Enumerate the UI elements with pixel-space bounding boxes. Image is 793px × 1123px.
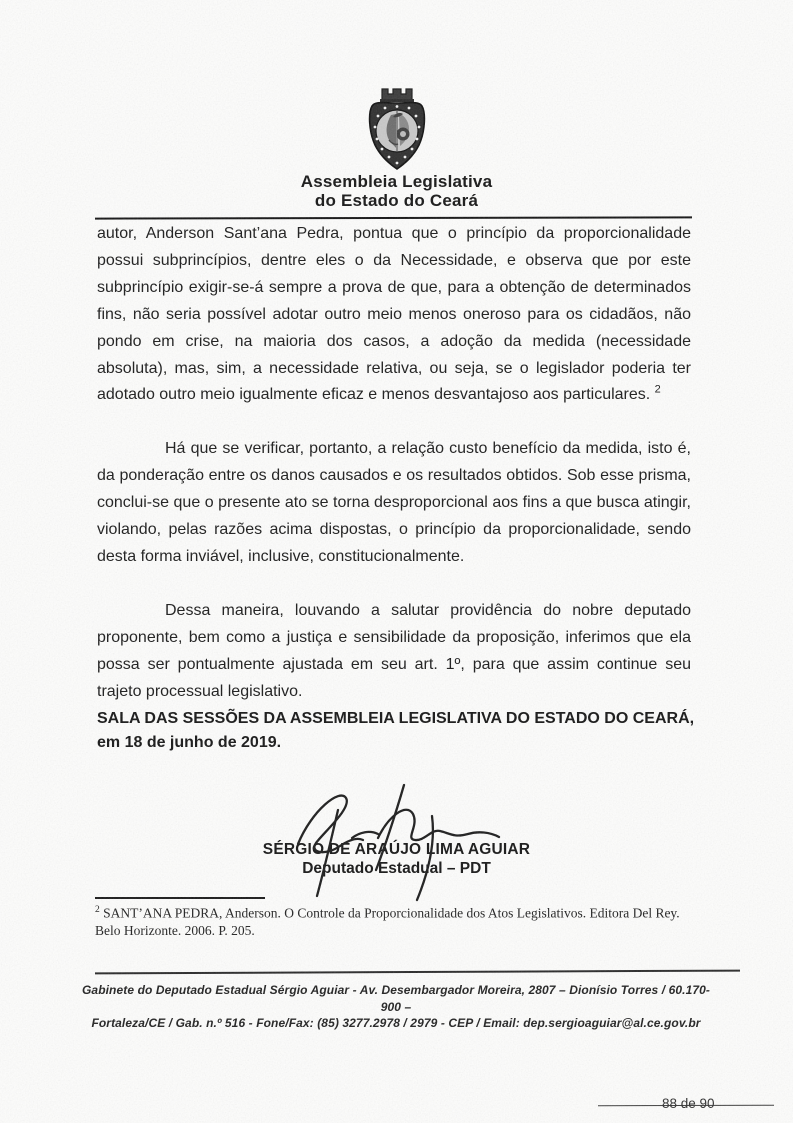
footnote-reference-mark: 2 xyxy=(654,384,661,397)
body-paragraph-3: Dessa maneira, louvando a salutar providência do nobre deputado proponente, bem como a justiça e sensibilidade da proposição, inferimos que ela possa ser pontualmente ajustada em seu art. 1º, para que assim continue seu trajeto processual legislativo. xyxy=(97,601,691,700)
ceara-coat-of-arms-icon xyxy=(351,84,443,174)
footnote xyxy=(95,902,695,940)
document-body xyxy=(97,221,691,706)
handwritten-signature xyxy=(282,782,522,904)
footnote-number: 2 xyxy=(95,905,100,915)
page-number: 88 de 90 xyxy=(662,1096,715,1111)
footnote-text: SANT’ANA PEDRA, Anderson. O Controle da Proporcionalidade dos Atos Legislativos. Editora Del Rey. Belo Horizonte. 2006. P. 205. xyxy=(95,905,680,938)
header-rule xyxy=(95,216,692,219)
footnote-separator-rule xyxy=(95,897,265,899)
org-name-line1: Assembleia Legislativa xyxy=(300,172,493,191)
signatory-title: Deputado Estadual – PDT xyxy=(302,860,491,877)
signatory-name: SÉRGIO DE ARAÚJO LIMA AGUIAR xyxy=(262,841,531,858)
footer-line2: Fortaleza/CE / Gab. n.º 516 - Fone/Fax: (85) 3277.2978 / 2979 - CEP / Email: dep.sergioaguiar@al.ce.gov.br xyxy=(91,1016,701,1030)
body-paragraph-2: Há que se verificar, portanto, a relação custo benefício da medida, isto é, da ponderação entre os danos causados e os resultados obtidos. Sob esse prisma, conclui-se que o presente ato se torna desproporcional aos fins a que busca atingir, violando, pelas razões acima dispostas, o princípio da proporcionalidade, sendo desta forma inviável, inclusive, constitucionalmente. xyxy=(97,440,691,565)
body-paragraph-1 xyxy=(97,221,691,409)
org-name xyxy=(0,172,793,210)
closing-statement: SALA DAS SESSÕES DA ASSEMBLEIA LEGISLATIVA DO ESTADO DO CEARÁ, em 18 de junho de 2019. xyxy=(97,710,695,751)
footer-line1: Gabinete do Deputado Estadual Sérgio Aguiar - Av. Desembargador Moreira, 2807 – Dionísio Torres / 60.170-900 – xyxy=(81,983,710,1014)
footer-rule xyxy=(95,970,740,974)
org-name-line2: do Estado do Ceará xyxy=(314,191,479,210)
paragraph-1-text: autor, Anderson Sant’ana Pedra, pontua que o princípio da proporcionalidade possui subprincípios, dentre eles o da Necessidade, e observa que por este subprincípio exigir-se-á sempre a prova de que, para a obtenção de determinados fins, não seria possível adotar outro meio menos oneroso para os cidadãos, não pondo em crise, na maioria dos casos, a adoção da medida (necessidade absoluta), mas, sim, a necessidade relativa, ou seja, se o legislador poderia ter adotado outro meio igualmente eficaz e menos desvantajoso aos particulares. xyxy=(97,225,691,404)
footer-address xyxy=(76,982,716,1032)
